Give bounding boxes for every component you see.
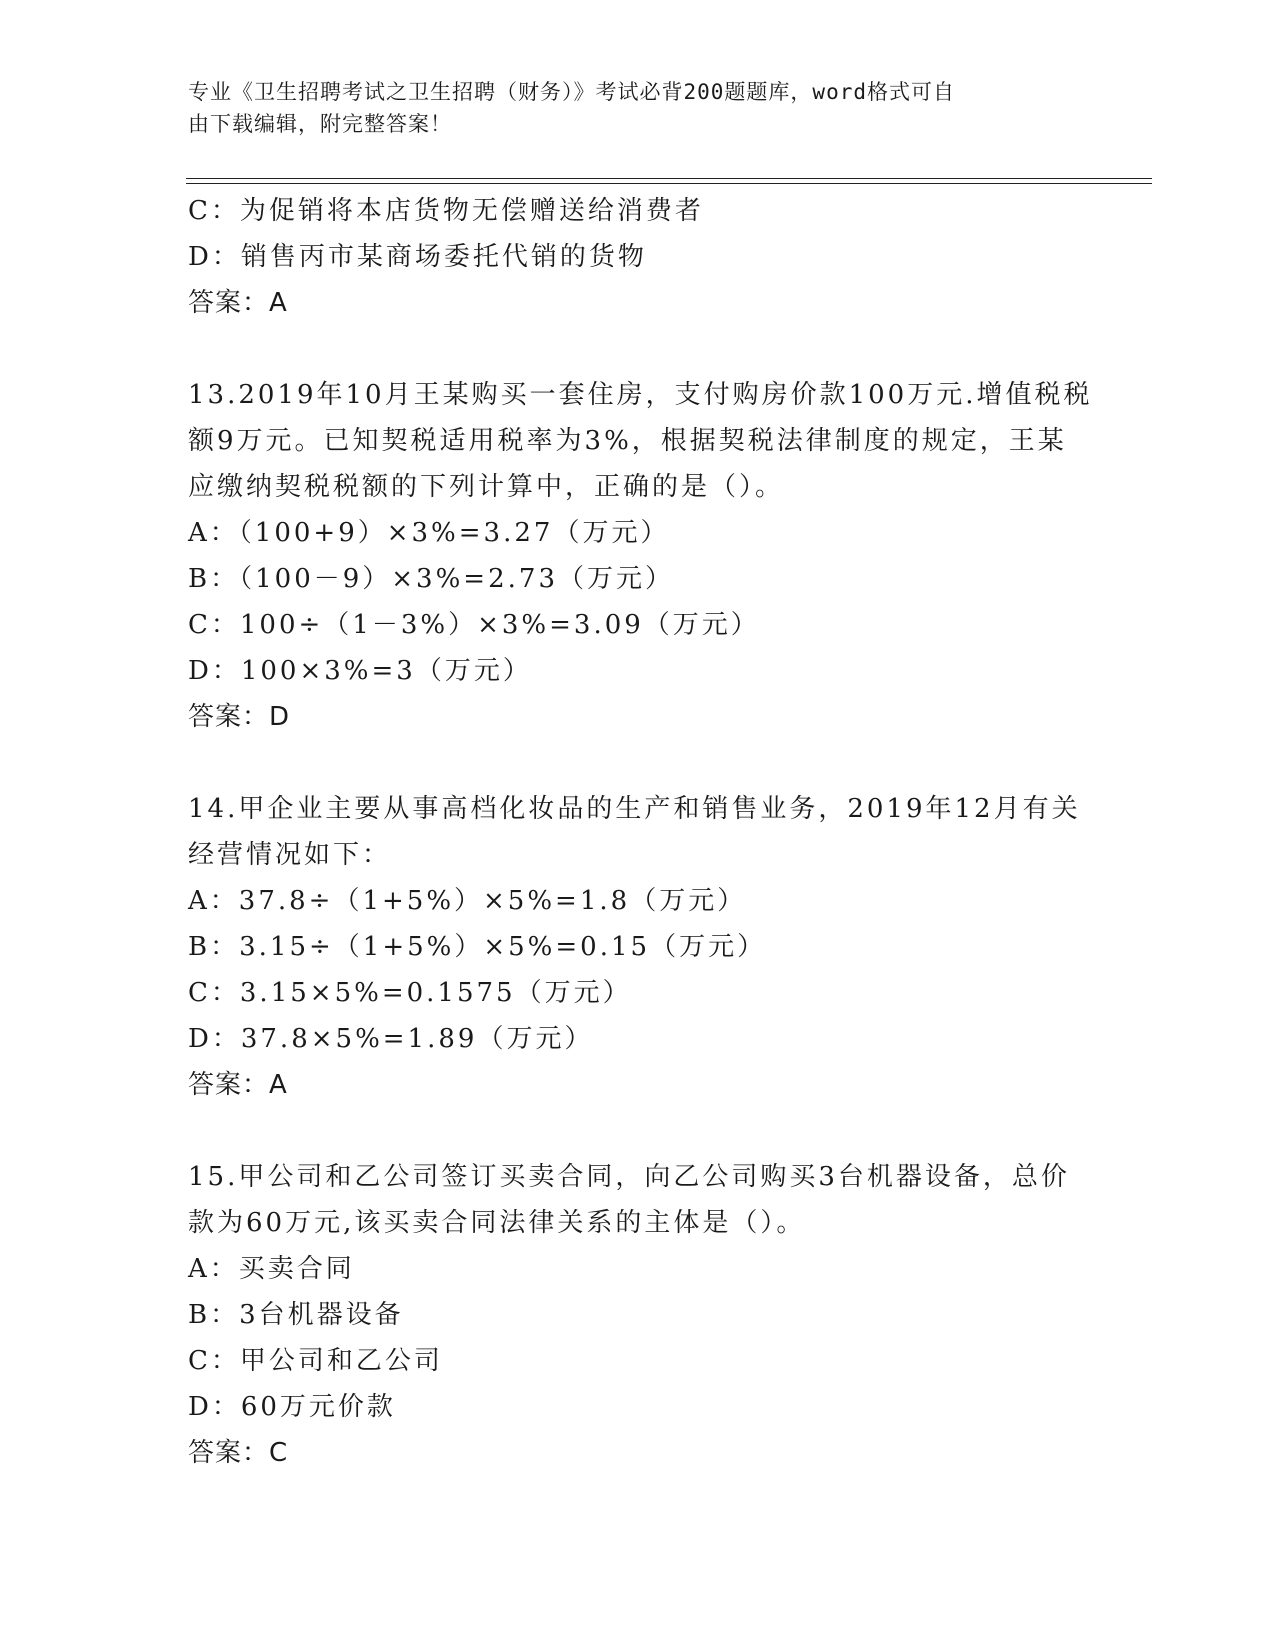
answer-line: 答案：D	[188, 702, 291, 732]
spacer	[188, 1108, 1088, 1154]
spacer	[188, 740, 1088, 786]
option-b: B：3台机器设备	[188, 1300, 404, 1330]
option-b: B：（100－9）×3%=2.73（万元）	[188, 564, 674, 594]
question-block-14	[188, 786, 1088, 1108]
header-divider-bottom	[186, 183, 1152, 184]
question-text: 15.甲公司和乙公司签订买卖合同，向乙公司购买3台机器设备，总价	[188, 1162, 1070, 1192]
question-block-previous	[188, 188, 1088, 326]
option-d: D：37.8×5%=1.89（万元）	[188, 1024, 594, 1054]
option-a: A：买卖合同	[188, 1254, 355, 1284]
answer-line: 答案：A	[188, 288, 288, 318]
question-block-13	[188, 372, 1093, 740]
header-divider-top	[186, 178, 1152, 179]
option-d: D：100×3%=3（万元）	[188, 656, 532, 686]
option-c: C：甲公司和乙公司	[188, 1346, 443, 1376]
option-a: A：37.8÷（1+5%）×5%=1.8（万元）	[188, 886, 747, 916]
option-c: C：100÷（1－3%）×3%=3.09（万元）	[188, 610, 760, 640]
question-text: 额9万元。已知契税适用税率为3%，根据契税法律制度的规定，王某	[188, 426, 1067, 456]
question-text: 款为60万元,该买卖合同法律关系的主体是（）。	[188, 1208, 806, 1238]
question-text: 13.2019年10月王某购买一套住房，支付购房价款100万元.增值税税	[188, 380, 1093, 410]
option-b: B：3.15÷（1+5%）×5%=0.15（万元）	[188, 932, 767, 962]
answer-line: 答案：A	[188, 1070, 288, 1100]
question-block-15	[188, 1154, 1088, 1476]
header-line-1: 专业《卫生招聘考试之卫生招聘（财务）》考试必背200题题库，word格式可自	[188, 80, 955, 104]
option-a: A：（100+9）×3%=3.27（万元）	[188, 518, 670, 548]
header-line-2: 由下载编辑，附完整答案！	[188, 112, 452, 136]
option-d: D：销售丙市某商场委托代销的货物	[188, 242, 647, 272]
document-header	[188, 76, 1078, 140]
document-body	[188, 188, 1093, 1476]
spacer	[188, 326, 1088, 372]
question-text: 经营情况如下：	[188, 840, 392, 870]
option-c: C：为促销将本店货物无偿赠送给消费者	[188, 196, 704, 226]
option-d: D：60万元价款	[188, 1392, 396, 1422]
option-c: C：3.15×5%=0.1575（万元）	[188, 978, 632, 1008]
answer-line: 答案：C	[188, 1438, 289, 1468]
question-text: 14.甲企业主要从事高档化妆品的生产和销售业务，2019年12月有关	[188, 794, 1081, 824]
question-text: 应缴纳契税税额的下列计算中，正确的是（）。	[188, 472, 785, 502]
